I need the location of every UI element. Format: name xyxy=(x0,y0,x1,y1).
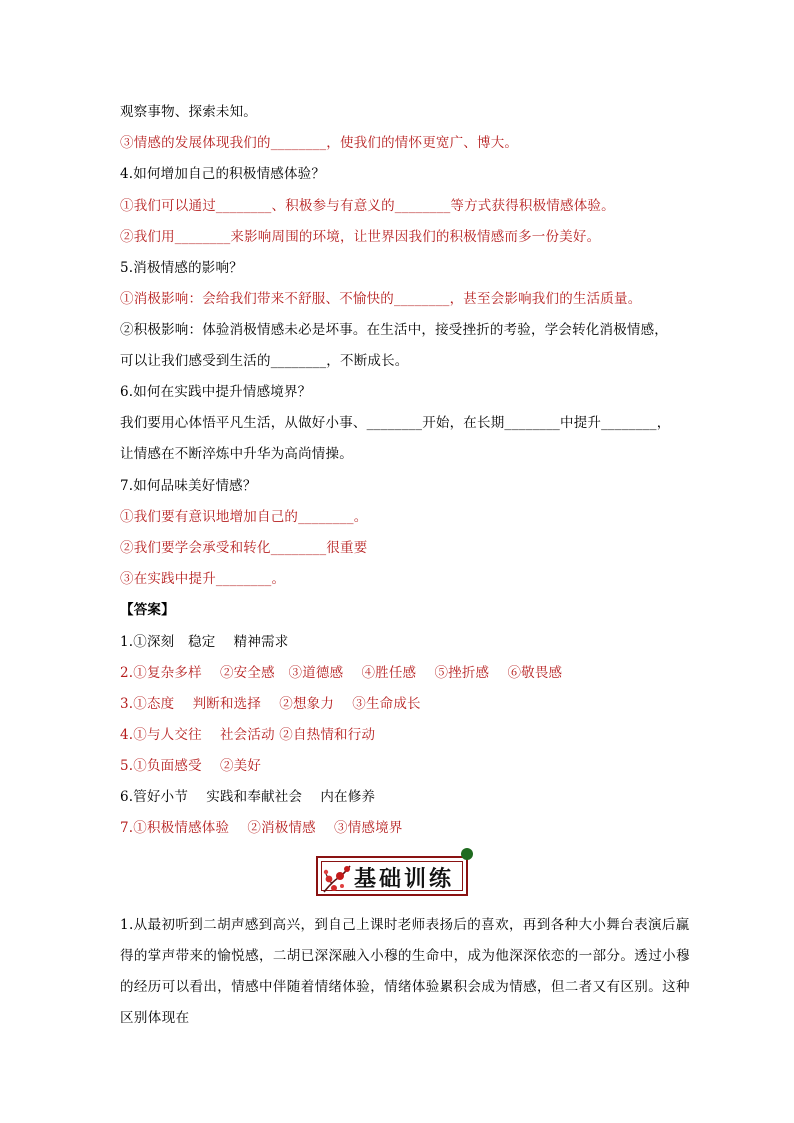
answer-line: 1.①深刻 稳定 精神需求 xyxy=(120,634,289,650)
answer-line: 4.①与人交往 社会活动 ②自热情和行动 xyxy=(120,727,376,743)
text-line: ①消极影响：会给我们带来不舒服、不愉快的________，甚至会影响我们的生活质量。 xyxy=(120,291,642,307)
text-line: 让情感在不断淬炼中升华为高尚情操。 xyxy=(120,446,353,462)
text-line: 我们要用心体悟平凡生活，从做好小事、________开始，在长期________中提升________， xyxy=(120,415,671,431)
text-line: ②积极影响：体验消极情感未必是坏事。在生活中，接受挫折的考验，学会转化消极情感， xyxy=(120,322,668,338)
text-line: 可以让我们感受到生活的________，不断成长。 xyxy=(120,353,409,369)
answer-heading: 【答案】 xyxy=(120,602,175,618)
answer-line: 2.①复杂多样 ②安全感 ③道德感 ④胜任感 ⑤挫折感 ⑥敬畏感 xyxy=(120,665,563,681)
answer-line: 6.管好小节 实践和奉献社会 内在修养 xyxy=(120,789,376,805)
answer-line: 5.①负面感受 ②美好 xyxy=(120,758,262,774)
question-heading: 6.如何在实践中提升情感境界？ xyxy=(120,384,312,400)
text-line: ③在实践中提升________。 xyxy=(120,571,286,587)
question-heading: 4.如何增加自己的积极情感体验？ xyxy=(120,166,326,182)
text-line: 观察事物、探索未知。 xyxy=(120,104,257,120)
text-line: ①我们要有意识地增加自己的________。 xyxy=(120,509,368,525)
question-heading: 7.如何品味美好情感？ xyxy=(120,478,257,494)
answer-line: 3.①态度 判断和选择 ②想象力 ③生命成长 xyxy=(120,696,421,712)
text-line: ③情感的发展体现我们的________，使我们的情怀更宽广、博大。 xyxy=(120,135,519,151)
answer-line: 7.①积极情感体验 ②消极情感 ③情感境界 xyxy=(120,820,403,836)
green-dot-icon xyxy=(461,848,473,860)
section-title: 基础训练 xyxy=(354,866,455,892)
exercise-question: 1.从最初听到二胡声感到高兴，到自己上课时老师表扬后的喜欢，再到各种大小舞台表演后赢得的掌声带来的愉悦感，二胡已深深融入小穆的生命中，成为他深深依恋的一部分。透过小穆的经历可以看出，情感中伴随着情绪体验，情绪体验累积会成为情感，但二者又有区别。这种区别体现在 xyxy=(120,917,690,1026)
text-line: ②我们要学会承受和转化________很重要 xyxy=(120,540,368,556)
question-heading: 5.消极情感的影响？ xyxy=(120,260,243,276)
section-banner xyxy=(316,856,468,896)
text-line: ②我们用________来影响周围的环境，让世界因我们的积极情感而多一份美好。 xyxy=(120,229,601,245)
plum-blossom-icon xyxy=(320,862,354,896)
text-line: ①我们可以通过________、积极参与有意义的________等方式获得积极情感体验。 xyxy=(120,198,615,214)
